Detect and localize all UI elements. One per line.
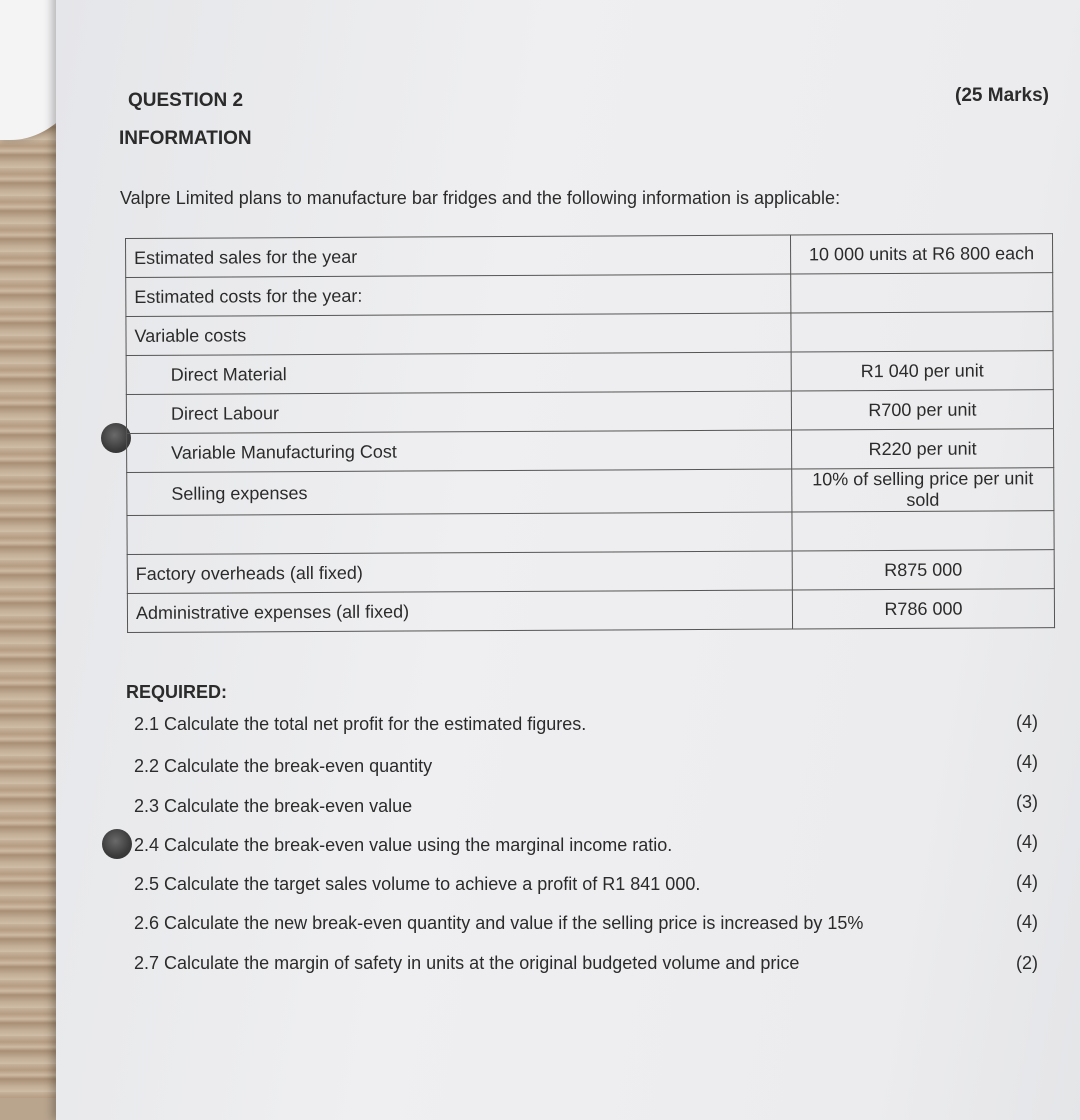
table-row: [127, 468, 1054, 516]
required-heading: REQUIRED:: [126, 682, 228, 702]
row-value: [792, 511, 1054, 551]
table-row: [126, 390, 1053, 434]
question-marks: (4): [1016, 712, 1038, 732]
question-item: 2.2 Calculate the break-even quantity: [134, 756, 433, 776]
question-title: QUESTION 2: [128, 90, 244, 111]
question-item: 2.3 Calculate the break-even value: [134, 796, 413, 816]
row-label: Variable costs: [126, 313, 791, 355]
row-label: Factory overheads (all fixed): [127, 551, 792, 593]
total-marks: (25 Marks): [955, 85, 1049, 106]
table-row: [126, 312, 1053, 356]
question-marks: (2): [1016, 953, 1038, 973]
row-label: Estimated sales for the year: [126, 235, 791, 277]
intro-text: Valpre Limited plans to manufacture bar fridges and the following information is applicable:: [120, 188, 841, 208]
question-marks: (4): [1016, 832, 1038, 852]
table-row: [126, 351, 1053, 395]
question-item: 2.5 Calculate the target sales volume to achieve a profit of R1 841 000.: [134, 874, 701, 894]
question-marks: (3): [1016, 792, 1038, 812]
section-heading: INFORMATION: [119, 128, 252, 149]
question-marks: (4): [1016, 752, 1038, 772]
punch-hole: [102, 829, 132, 859]
question-item: 2.6 Calculate the new break-even quantity and value if the selling price is increased by 15%: [134, 913, 864, 933]
row-value: R875 000: [792, 550, 1054, 590]
cost-information-table: [125, 233, 1055, 633]
row-value: R786 000: [792, 589, 1054, 629]
row-value: R1 040 per unit: [791, 351, 1053, 391]
question-marks: (4): [1016, 912, 1038, 932]
row-value: R700 per unit: [791, 390, 1053, 430]
row-label: Administrative expenses (all fixed): [127, 590, 792, 632]
table-row: [127, 429, 1054, 473]
row-label: Direct Labour: [126, 391, 791, 433]
row-label: Estimated costs for the year:: [126, 274, 791, 316]
row-label: Variable Manufacturing Cost: [127, 430, 792, 472]
row-value: [791, 312, 1053, 352]
row-value: 10 000 units at R6 800 each: [790, 234, 1052, 274]
row-value: 10% of selling price per unit sold: [792, 468, 1054, 512]
table-row: [126, 273, 1053, 317]
table-row: [127, 511, 1054, 555]
question-marks: (4): [1016, 872, 1038, 892]
question-item: 2.7 Calculate the margin of safety in units at the original budgeted volume and price: [134, 953, 800, 973]
table-row: [127, 589, 1054, 633]
question-item: 2.4 Calculate the break-even value using the marginal income ratio.: [134, 835, 673, 855]
question-item: 2.1 Calculate the total net profit for the estimated figures.: [134, 714, 587, 734]
row-label: [127, 512, 792, 554]
row-value: R220 per unit: [792, 429, 1054, 469]
table-row: [127, 550, 1054, 594]
row-value: [791, 273, 1053, 313]
table-row: [126, 234, 1053, 278]
row-label: Direct Material: [126, 352, 791, 394]
row-label: Selling expenses: [127, 469, 792, 515]
